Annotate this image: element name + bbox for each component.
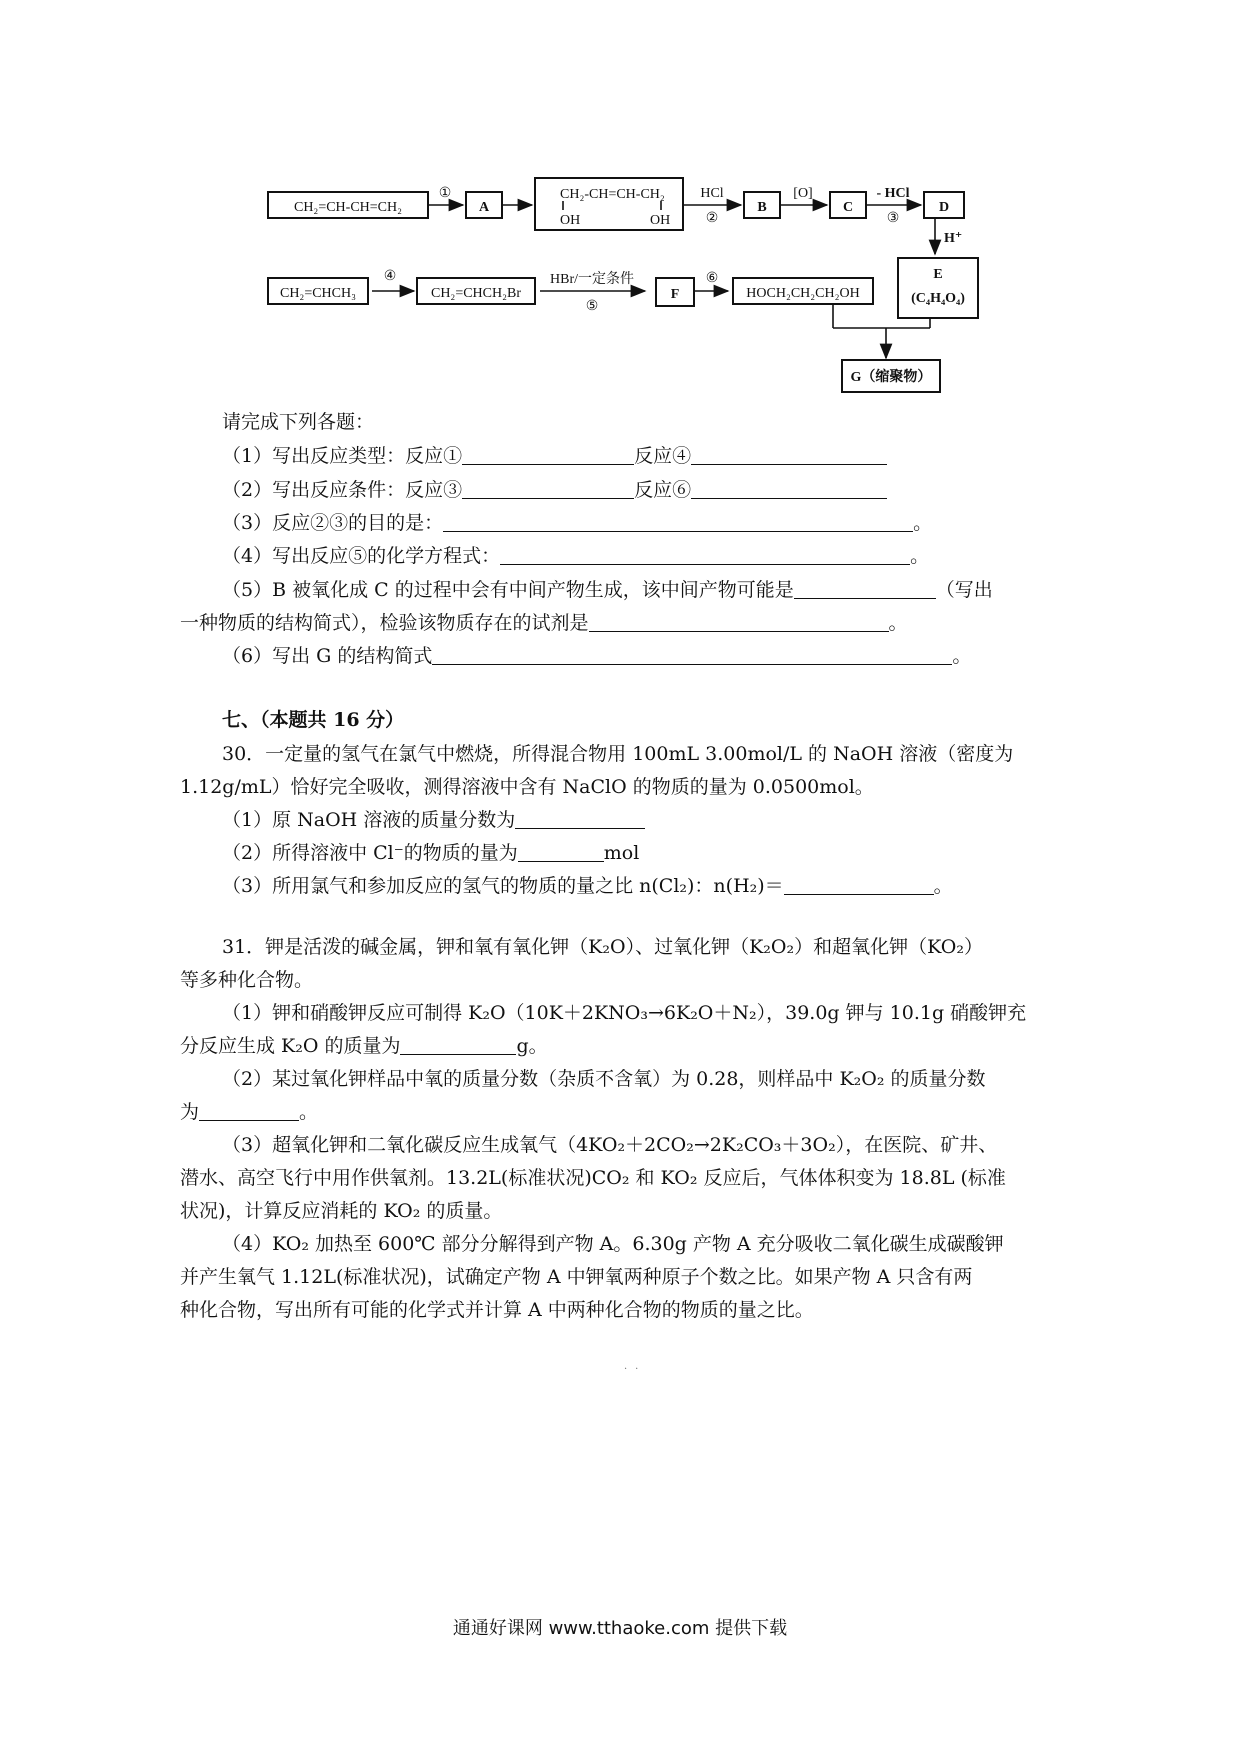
q29-part5: （5）B 被氧化成 C 的过程中会有中间产物生成，该中间产物可能是 （写出 <box>222 579 993 601</box>
step1-label: ① <box>438 186 452 201</box>
answer-blank[interactable] <box>589 611 889 632</box>
answer-blank[interactable] <box>432 644 952 665</box>
q31-part4-cont1: 并产生氧气 1.12L(标准状况)，试确定产物 A 中钾氧两种原子个数之比。如果产物 A 只含有两 <box>180 1266 973 1288</box>
step2-label: ② <box>705 211 719 226</box>
q29-intro: 请完成下列各题： <box>222 411 375 433</box>
answer-blank[interactable] <box>443 511 913 532</box>
q31-stem-line1: 31．钾是活泼的碱金属，钾和氧有氧化钾（K₂O）、过氧化钾（K₂O₂）和超氧化钾（KO₂） <box>222 936 983 958</box>
q31-part2: （2）某过氧化钾样品中氧的质量分数（杂质不含氧）为 0.28，则样品中 K₂O₂ 的质量分数 <box>222 1068 986 1090</box>
q30-part1: （1）原 NaOH 溶液的质量分数为 <box>222 808 645 832</box>
q31-part3: （3）超氧化钾和二氧化碳反应生成氧气（4KO₂＋2CO₂→2K₂CO₃＋3O₂），在医院、矿井、 <box>222 1134 998 1156</box>
step5-label: ⑤ <box>585 299 599 314</box>
q31-part3-cont1: 潜水、高空飞行中用作供氧剂。13.2L(标准状况)CO₂ 和 KO₂ 反应后，气体体积变为 18.8L (标准 <box>180 1167 1006 1189</box>
answer-blank[interactable] <box>784 874 934 895</box>
hcl-label: HCl <box>700 186 724 201</box>
compound-e-label: E <box>933 267 943 282</box>
compound-a-label: A <box>478 200 490 215</box>
q30-stem-line2: 1.12g/mL）恰好完全吸收，测得溶液中含有 NaClO 的物质的量为 0.0500mol。 <box>180 776 874 798</box>
polymer-g-label: G（缩聚物） <box>850 370 932 385</box>
q31-stem-line2: 等多种化合物。 <box>180 969 314 991</box>
q30-part2: （2）所得溶液中 Cl⁻的物质的量为 mol <box>222 842 640 864</box>
q31-part1-cont: 分反应生成 K₂O 的质量为 g。 <box>180 1035 548 1057</box>
butenediol-top: CH₂-CH=CH-CH₂ <box>560 187 665 202</box>
q30-stem-line1: 30．一定量的氢气在氯气中燃烧，所得混合物用 100mL 3.00mol/L 的 NaOH 溶液（密度为 <box>222 743 1014 765</box>
compound-b-label: B <box>757 200 767 215</box>
q29-part2: （2）写出反应条件：反应③ 反应⑥ <box>222 478 887 502</box>
q31-part3-cont2: 状况)，计算反应消耗的 KO₂ 的质量。 <box>180 1200 503 1222</box>
answer-blank[interactable] <box>515 808 645 829</box>
q31-part2-cont: 为 。 <box>180 1101 319 1123</box>
answer-blank[interactable] <box>691 444 887 465</box>
minus-hcl-label: - HCl <box>876 186 910 201</box>
q31-part4: （4）KO₂ 加热至 600℃ 部分分解得到产物 A。6.30g 产物 A 充分吸收二氧化碳生成碳酸钾 <box>222 1233 1004 1255</box>
q29-part5-cont: 一种物质的结构简式），检验该物质存在的试剂是 。 <box>180 612 908 634</box>
answer-blank[interactable] <box>462 444 634 465</box>
answer-blank[interactable] <box>462 478 634 499</box>
butenediol-oh-right: OH <box>650 213 671 228</box>
q29-part3: （3）反应②③的目的是： 。 <box>222 512 933 534</box>
oxidation-label: [O] <box>793 186 813 201</box>
reaction-scheme-diagram <box>0 170 1240 420</box>
q31-part4-cont2: 种化合物，写出所有可能的化学式并计算 A 中两种化合物的物质的量之比。 <box>180 1299 814 1321</box>
q29-part4: （4）写出反应⑤的化学方程式： 。 <box>222 545 930 567</box>
compound-e-formula: (C₄H₄O₄) <box>911 291 965 306</box>
q31-part1: （1）钾和硝酸钾反应可制得 K₂O（10K＋2KNO₃→6K₂O＋N₂），39.0g 钾与 10.1g 硝酸钾充 <box>222 1002 1027 1024</box>
answer-blank[interactable] <box>691 478 887 499</box>
step3-label: ③ <box>886 211 900 226</box>
answer-blank[interactable] <box>500 544 910 565</box>
butadiene-label: CH₂=CH-CH=CH₂ <box>293 200 403 215</box>
compound-d-label: D <box>938 200 950 215</box>
allyl-bromide-label: CH₂=CHCH₂Br <box>430 286 522 301</box>
q30-part3: （3）所用氯气和参加反应的氢气的物质的量之比 n(Cl₂)：n(H₂)＝ 。 <box>222 875 953 897</box>
answer-blank[interactable] <box>518 841 604 862</box>
q29-part1: （1）写出反应类型：反应① 反应④ <box>222 444 887 468</box>
page-footer: 通通好课网 www.tthaoke.com 提供下载 <box>452 1618 788 1639</box>
q29-part6: （6）写出 G 的结构简式 。 <box>222 645 972 667</box>
compound-f-label: F <box>670 287 680 302</box>
propanediol-label: HOCH₂CH₂CH₂OH <box>746 286 860 301</box>
scan-dots: ·· <box>624 1364 647 1375</box>
hbr-condition-label: HBr/一定条件 <box>550 272 634 287</box>
answer-blank[interactable] <box>400 1034 516 1055</box>
compound-c-label: C <box>842 200 854 215</box>
step6-label: ⑥ <box>705 271 719 286</box>
section-heading: 七、（本题共 16 分） <box>222 709 405 731</box>
answer-blank[interactable] <box>199 1100 299 1121</box>
answer-blank[interactable] <box>794 578 936 599</box>
propene-label: CH₂=CHCH₃ <box>279 286 357 301</box>
h-plus-label: H⁺ <box>944 231 963 246</box>
butenediol-oh-left: OH <box>560 213 581 228</box>
step4-label: ④ <box>383 269 397 284</box>
